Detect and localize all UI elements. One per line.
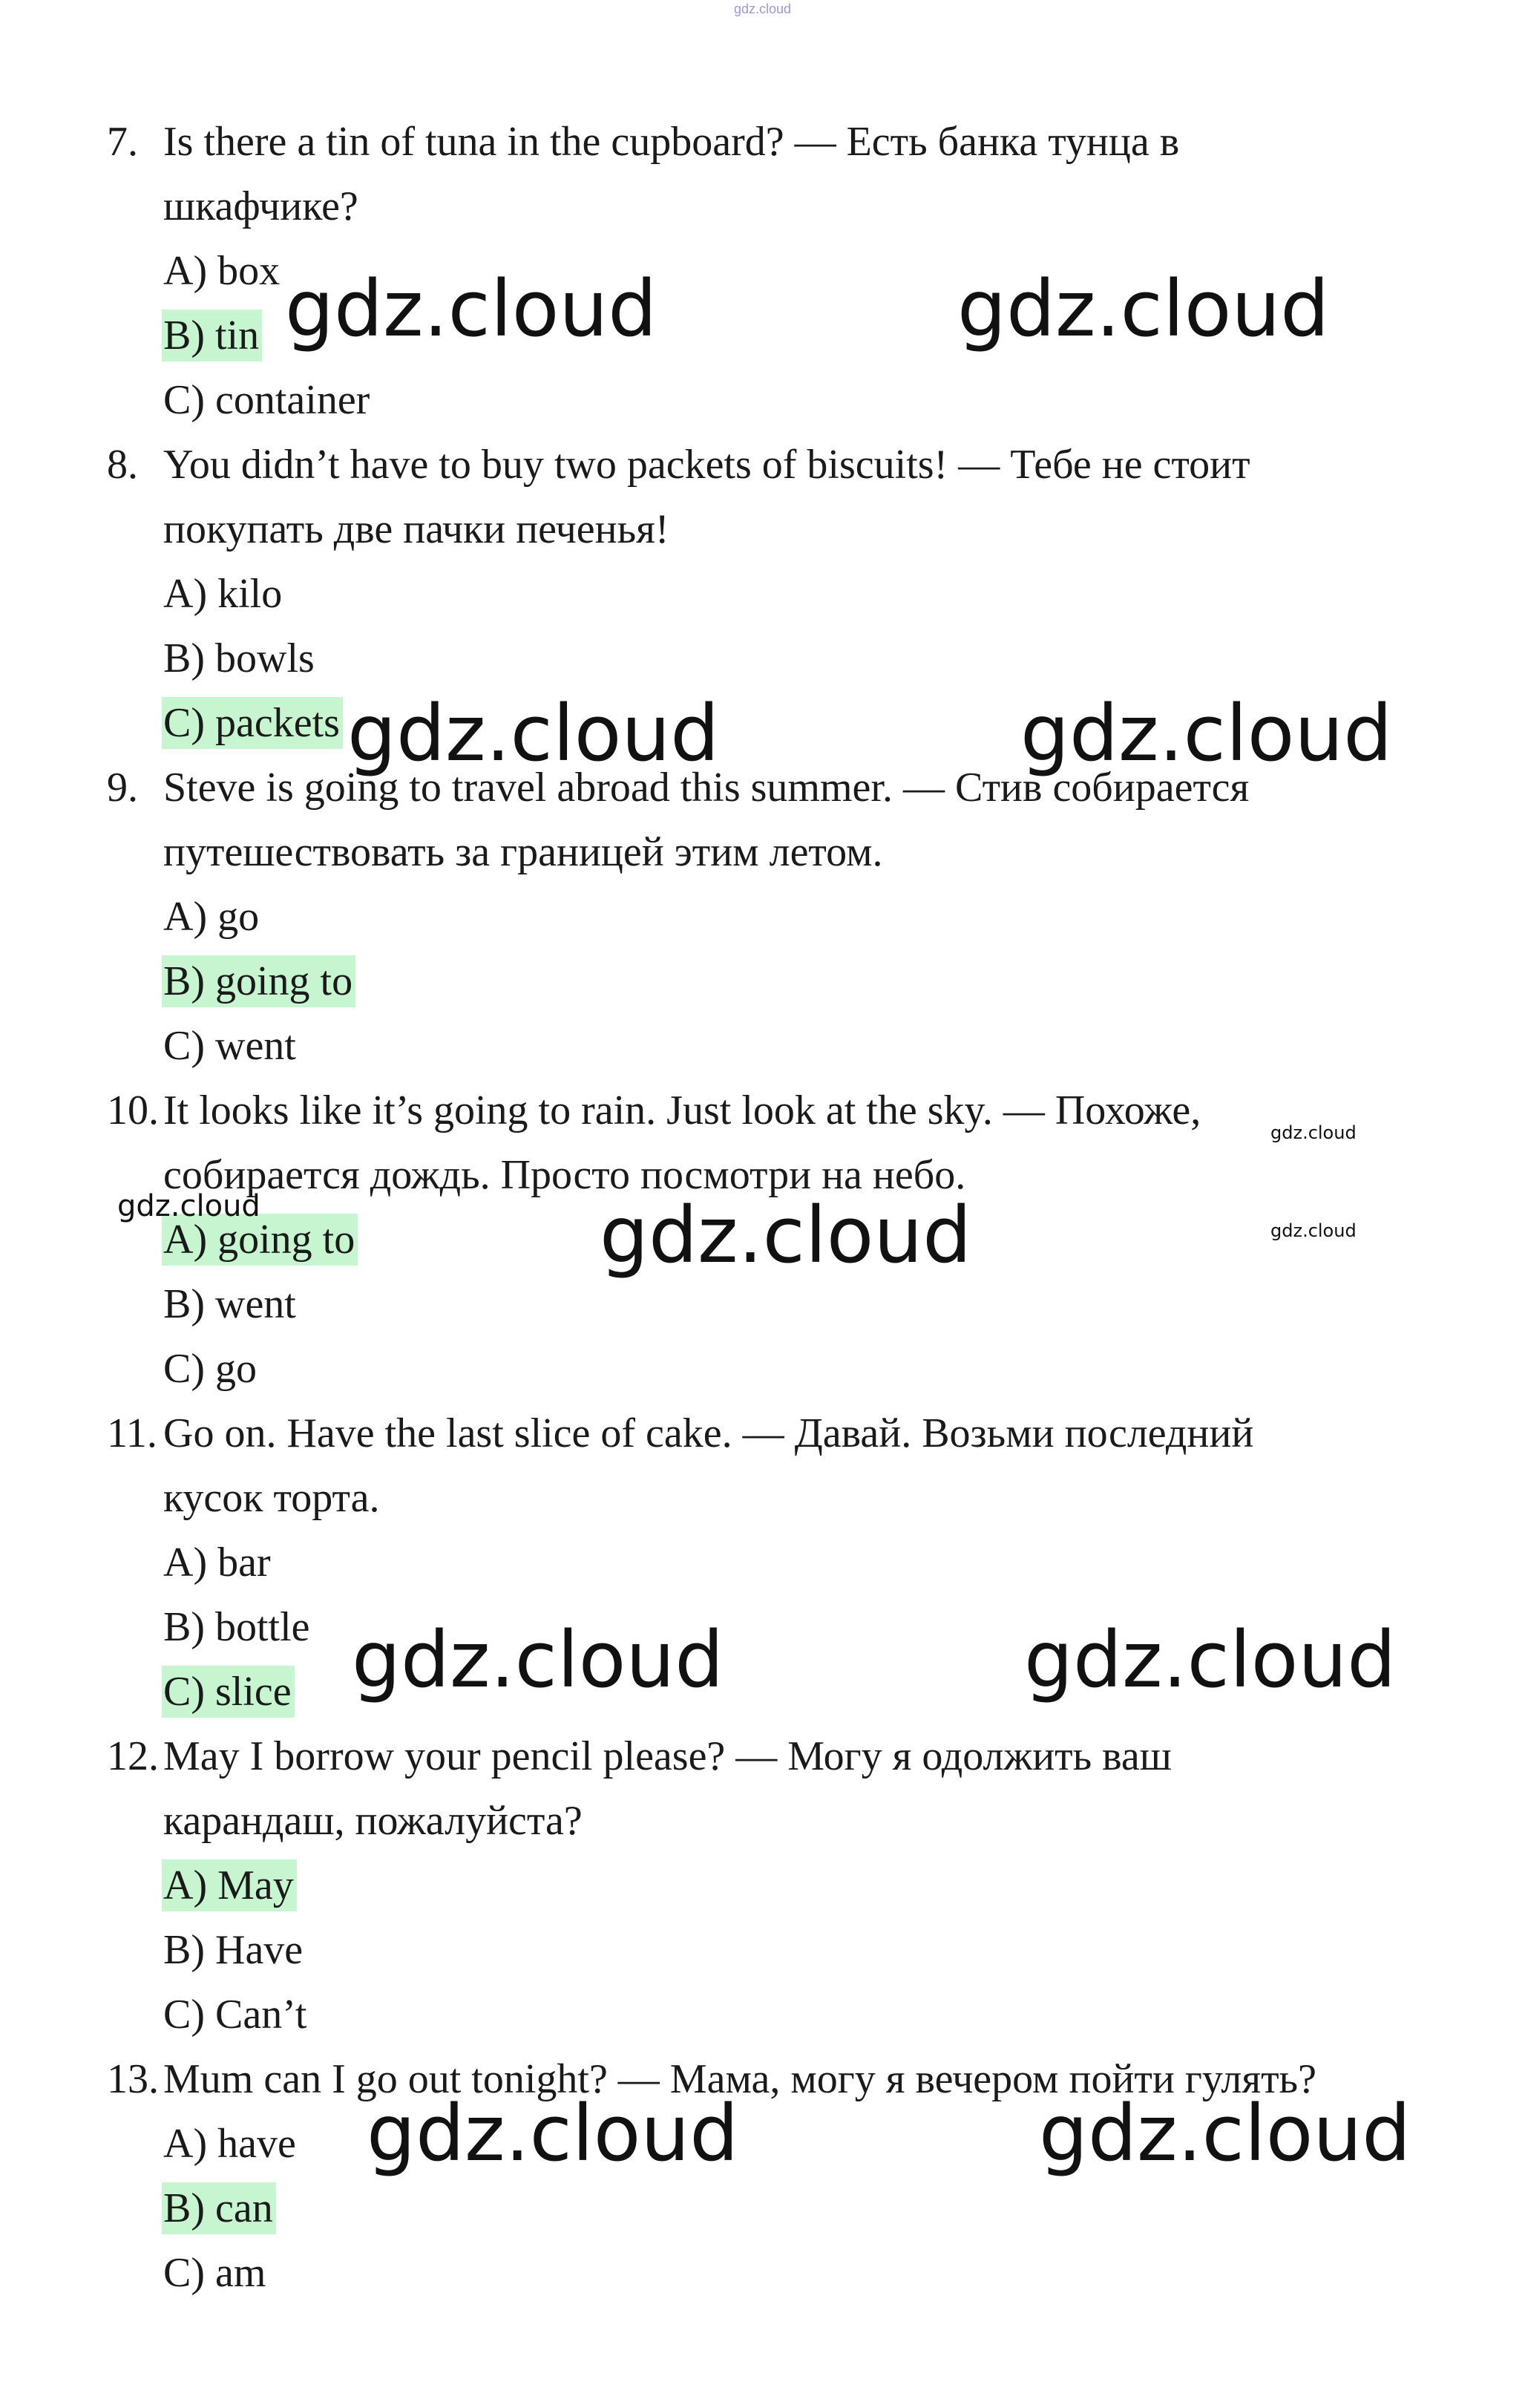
watermark-medium: gdz.cloud [117, 1189, 260, 1223]
header-watermark: gdz.cloud [733, 1, 792, 16]
watermark: gdz.cloud [352, 1614, 724, 1705]
question-text: Go on. Have the last slice of cake. — Давай. Возьми последний [163, 1410, 1254, 1456]
watermark: gdz.cloud [600, 1190, 972, 1280]
question-text-continued: собирается дождь. Просто посмотри на небо. [163, 1152, 966, 1198]
question-number: 7. [107, 119, 138, 165]
question-text-continued: кусок торта. [163, 1475, 380, 1521]
option-a-correct: A) going to [162, 1214, 358, 1266]
option-a: A) bar [163, 1540, 271, 1586]
watermark: gdz.cloud [285, 264, 657, 354]
option-b-correct: B) tin [162, 310, 262, 361]
question-text: You didn’t have to buy two packets of biscuits! — Тебе не стоит [163, 442, 1250, 488]
question-text-continued: покупать две пачки печенья! [163, 506, 669, 552]
question-number: 9. [107, 765, 138, 811]
question-number: 13. [107, 2056, 159, 2102]
question-text: It looks like it’s going to rain. Just look at the sky. — Похоже, [163, 1087, 1201, 1133]
option-a: A) go [163, 894, 260, 940]
option-c: C) am [163, 2250, 266, 2296]
option-b: B) went [163, 1281, 296, 1327]
watermark-small: gdz.cloud [1270, 1220, 1357, 1241]
option-b: B) bottle [163, 1604, 310, 1650]
option-b-correct: B) can [162, 2182, 276, 2234]
question-number: 11. [107, 1410, 157, 1456]
question-text: May I borrow your pencil please? — Могу я одолжить ваш [163, 1733, 1172, 1779]
watermark: gdz.cloud [367, 2088, 739, 2179]
question-text: Is there a tin of tuna in the cupboard? — Есть банка тунца в [163, 119, 1180, 165]
question-9 [107, 756, 1413, 1079]
option-a: A) kilo [163, 571, 283, 617]
option-c: C) went [163, 1023, 296, 1069]
watermark: gdz.cloud [957, 264, 1330, 354]
question-text-continued: путешествовать за границей этим летом. [163, 829, 883, 875]
watermark: gdz.cloud [1039, 2088, 1411, 2179]
option-a-correct: A) May [162, 1859, 297, 1911]
option-c-correct: C) slice [162, 1666, 295, 1718]
question-text-continued: шкафчике? [163, 183, 358, 229]
question-text: Mum can I go out tonight? — Мама, могу я вечером пойти гулять? [163, 2056, 1316, 2102]
option-b: B) Have [163, 1927, 304, 1973]
question-text-continued: карандаш, пожалуйста? [163, 1798, 583, 1844]
option-c: C) Can’t [163, 1992, 307, 2038]
option-c: C) go [163, 1346, 257, 1392]
option-a: A) have [163, 2121, 296, 2167]
option-b: B) bowls [163, 635, 315, 681]
question-text: Steve is going to travel abroad this summer. — Стив собирается [163, 765, 1250, 811]
watermark: gdz.cloud [347, 688, 720, 779]
watermark-small: gdz.cloud [1270, 1122, 1357, 1143]
option-a: A) box [163, 248, 281, 294]
watermark: gdz.cloud [1020, 688, 1393, 779]
watermark: gdz.cloud [1024, 1614, 1397, 1705]
question-12 [107, 1724, 1413, 2047]
question-number: 8. [107, 442, 138, 488]
question-number: 12. [107, 1733, 159, 1779]
question-number: 10. [107, 1087, 159, 1133]
option-b-correct: B) going to [162, 955, 355, 1007]
option-c: C) container [163, 377, 370, 423]
option-c-correct: C) packets [162, 697, 343, 749]
